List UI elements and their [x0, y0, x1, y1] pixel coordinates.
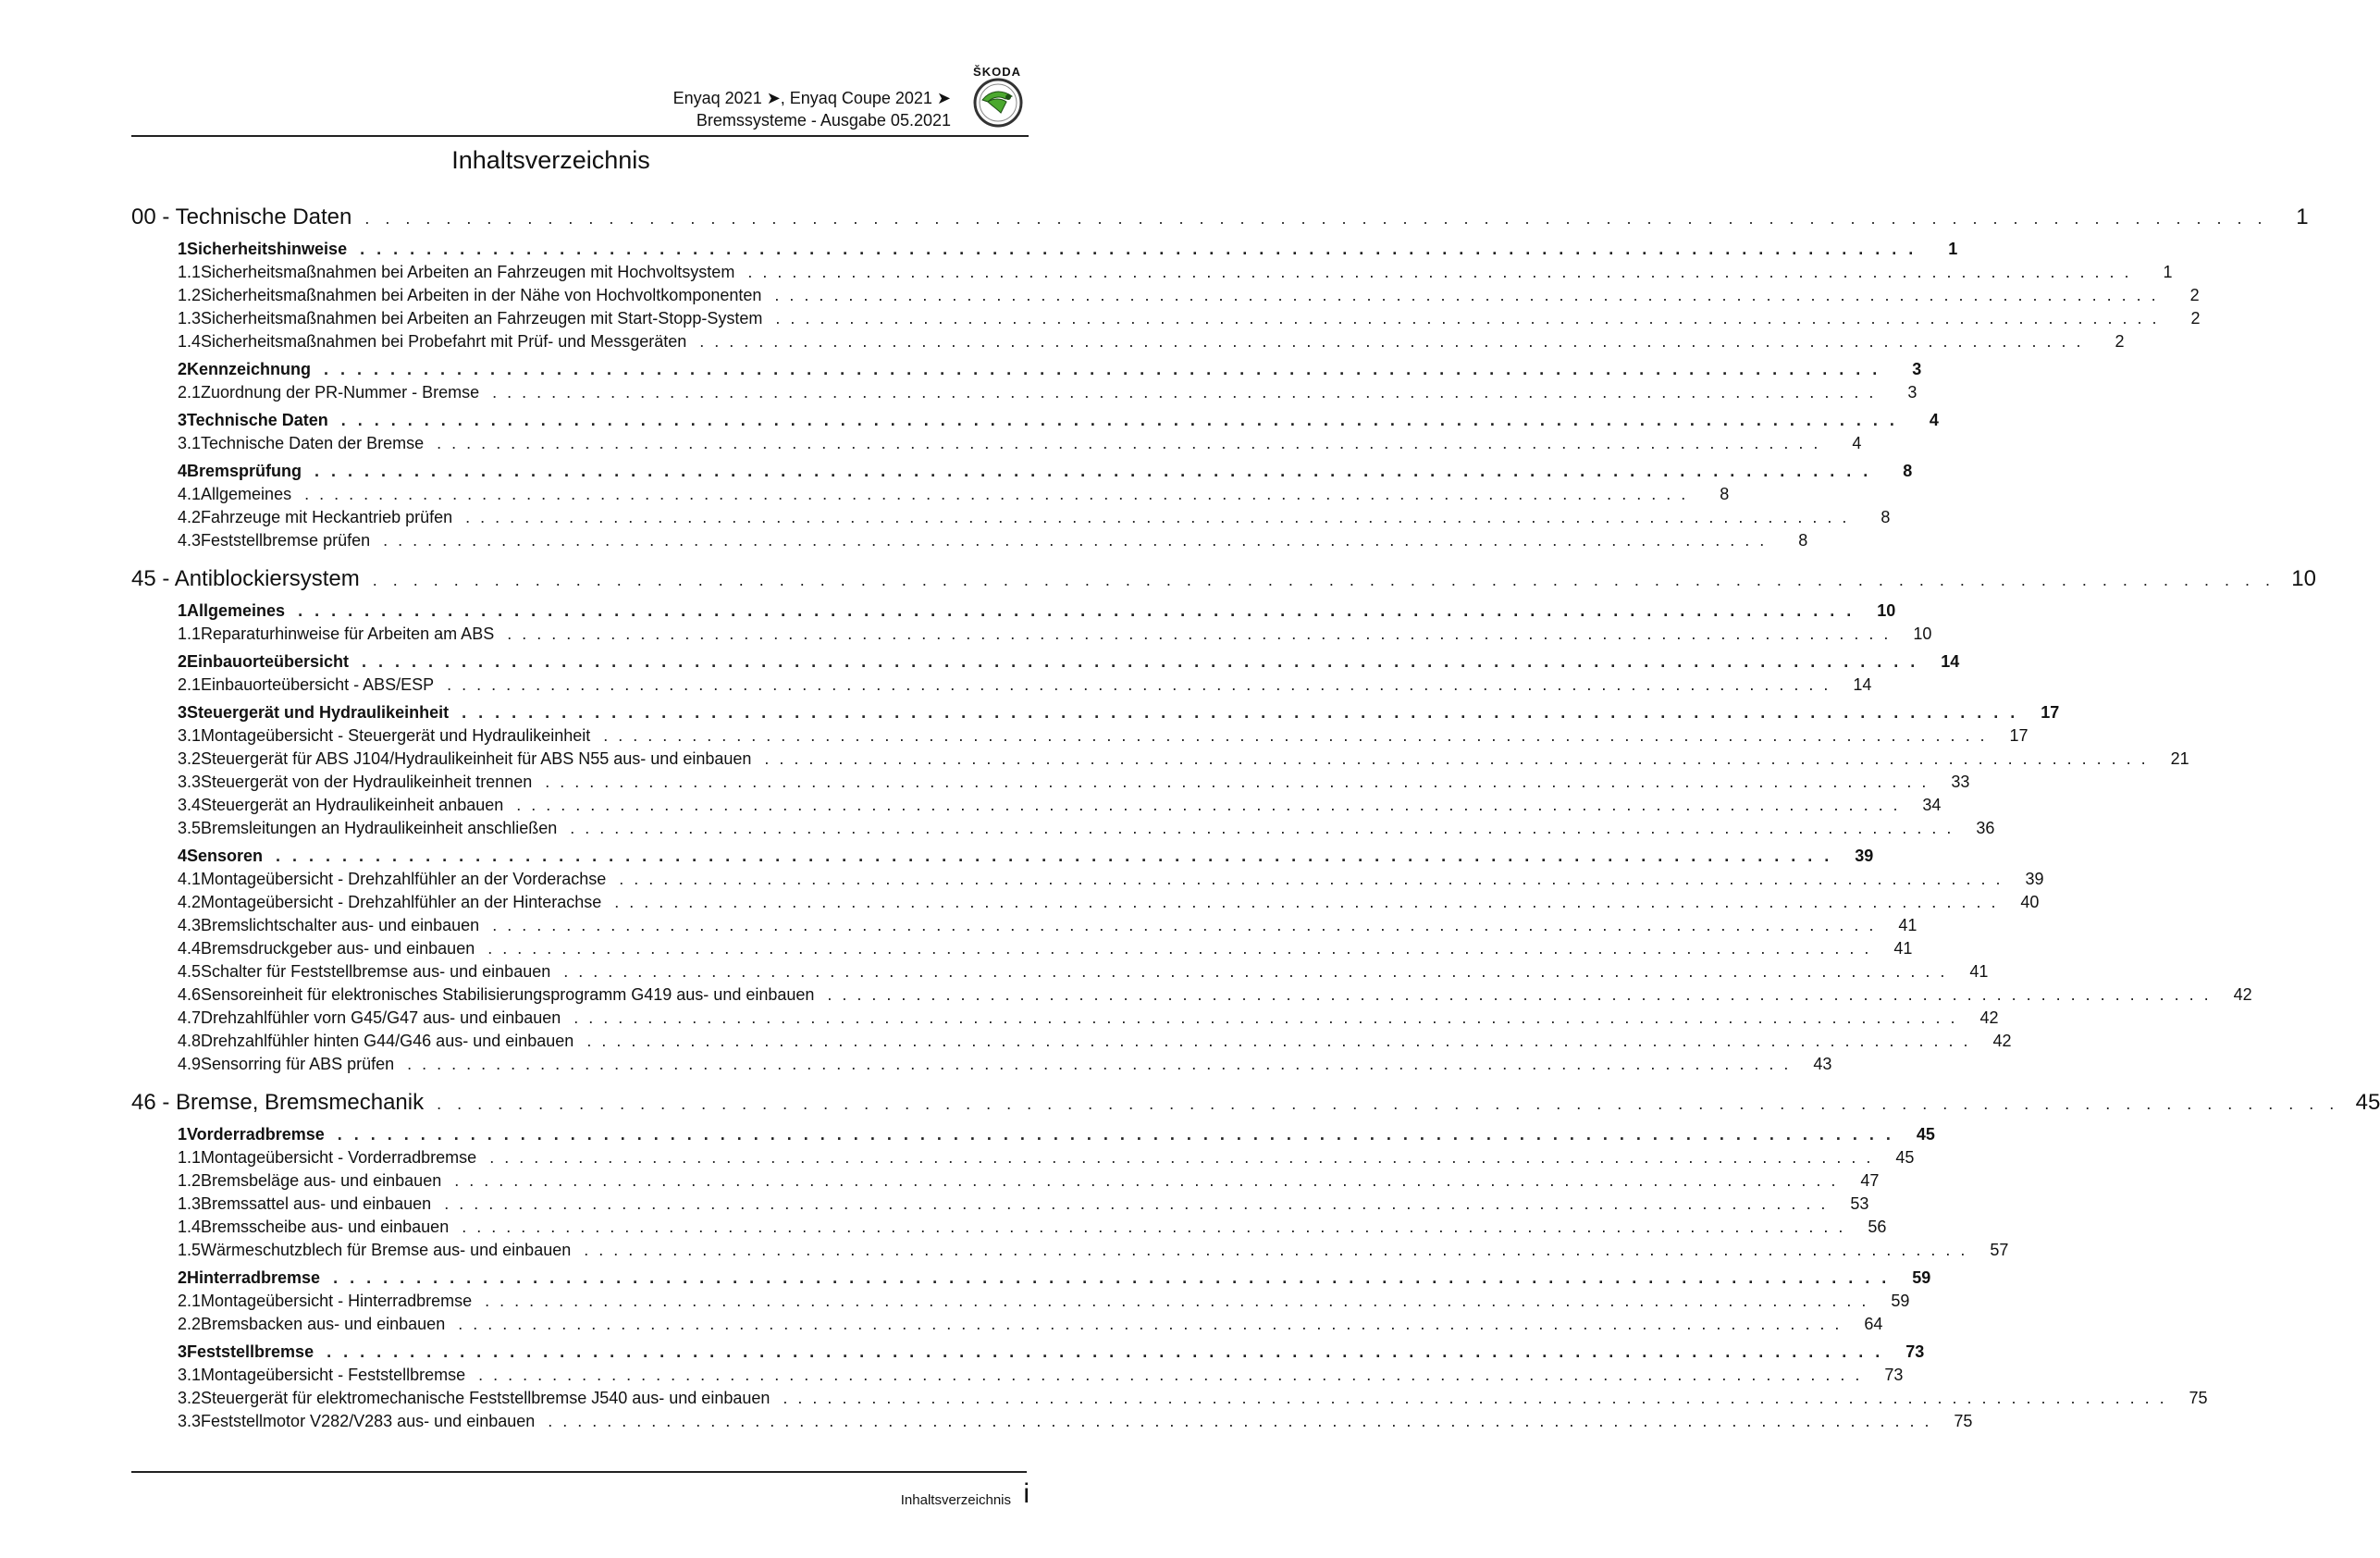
- toc-sub-row[interactable]: [131, 1146, 1915, 1169]
- toc-sub-row[interactable]: [131, 937, 1913, 960]
- toc-entry-page: 10: [2291, 566, 2316, 591]
- toc-entry-page: 3: [1912, 360, 1922, 378]
- toc-entry-number: 4.2: [178, 508, 202, 526]
- toc-sub-row[interactable]: [131, 529, 1808, 552]
- toc-entry-page: 8: [1903, 462, 1913, 480]
- toc-leader-dots: . . . . . . . . . . . . . . . . . . . . . . . . . . . . . . . . . . . . . . . . . . . . . . . . . . . . . . . . . . . . . . . . . . . . . . . . . . . . . . . . . . . . . . . . . . . . . .: [545, 773, 1930, 791]
- toc-entry-title: Montageübersicht - Drehzahlfühler an der Hinterachse: [201, 893, 602, 911]
- toc-entry-title: Sensoren: [187, 847, 264, 865]
- toc-entry-title: Steuergerät an Hydraulikeinheit anbauen: [201, 796, 504, 814]
- toc-entry-number: 2: [178, 360, 188, 378]
- toc-entry-page: 4: [1852, 434, 1862, 452]
- toc-entry-title: Allgemeines: [201, 485, 292, 503]
- toc-entry-number: 1.4: [178, 1218, 202, 1236]
- toc-entry-title: Bremssattel aus- und einbauen: [201, 1194, 432, 1213]
- skoda-winged-arrow-icon: [973, 78, 1023, 128]
- toc-entry-number: 1: [178, 240, 188, 258]
- toc-entry-number: 1.3: [178, 309, 202, 328]
- toc-chapter-row[interactable]: [131, 1087, 2380, 1119]
- toc-leader-dots: . . . . . . . . . . . . . . . . . . . . . . . . . . . . . . . . . . . . . . . . . . . . . . . . . . . . . . . . . . . . . . . . . . . . . . . . . . . . . . . . . . . . . . . . . . . . . .: [586, 1032, 1971, 1050]
- toc-entry-number: 2.1: [178, 383, 202, 402]
- toc-entry-page: 3: [1907, 383, 1918, 402]
- toc-leader-dots: . . . . . . . . . . . . . . . . . . . . . . . . . . . . . . . . . . . . . . . . . . . . . . . . . . . . . . . . . . . . . . . . . . . . . . . . . . . . . . . . . . . . . . . . . . . . . .: [747, 263, 2132, 281]
- toc-entry-title: Reparaturhinweise für Arbeiten am ABS: [201, 624, 495, 643]
- toc-entry-page: 42: [1979, 1008, 1999, 1027]
- toc-entry-page: 53: [1850, 1194, 1869, 1213]
- toc-entry-number: 3.2: [178, 749, 202, 768]
- toc-leader-dots: . . . . . . . . . . . . . . . . . . . . . . . . . . . . . . . . . . . . . . . . . . . . . . . . . . . . . . . . . . . . . . . . . . . . . . . . . . . . . . . . . . . . . . . . . . . . . .: [489, 1148, 1874, 1167]
- toc-entry-number: 4.1: [178, 870, 202, 888]
- toc-leader-dots: . . . . . . . . . . . . . . . . . . . . . . . . . . . . . . . . . . . . . . . . . . . . . . . . . . . . . . . . . . . . . . . . . . . . . . . . . . . . . . . . . . . . . . . . . . . . . .: [462, 1218, 1846, 1236]
- toc-entry-title: Kennzeichnung: [187, 360, 312, 378]
- toc-sub-row[interactable]: [131, 1007, 1999, 1030]
- toc-sub-row[interactable]: [131, 261, 2173, 284]
- toc-leader-dots: . . . . . . . . . . . . . . . . . . . . . . . . . . . . . . . . . . . . . . . . . . . . . . . . . . . . . . . . . . . . . . . . . . . . . . . . . . . . . . . . . . . . . . . . . . . . . .: [437, 1094, 2340, 1113]
- toc-sub-row[interactable]: [131, 1030, 2012, 1053]
- toc-entry-number: 3: [178, 703, 188, 722]
- toc-sub-row[interactable]: [131, 914, 1918, 937]
- toc-entry-number: 4: [178, 462, 188, 480]
- toc-leader-dots: . . . . . . . . . . . . . . . . . . . . . . . . . . . . . . . . . . . . . . . . . . . . . . . . . . . . . . . . . . . . . . . . . . . . . . . . . . . . . . . . . . . . . . . . . . . . . .: [444, 1194, 1829, 1213]
- toc-section-row[interactable]: [131, 845, 1874, 868]
- toc-leader-dots: . . . . . . . . . . . . . . . . . . . . . . . . . . . . . . . . . . . . . . . . . . . . . . . . . . . . . . . . . . . . . . . . . . . . . . . . . . . . . . . . . . . . . . . . . . . . . .: [487, 939, 1872, 958]
- toc-entry-number: 1: [178, 601, 188, 620]
- toc-section-row[interactable]: [131, 358, 1922, 381]
- toc-entry-title: Hinterradbremse: [187, 1268, 321, 1287]
- toc-sub-row[interactable]: [131, 1387, 2208, 1410]
- toc-entry-title: Bremsbacken aus- und einbauen: [201, 1315, 446, 1333]
- toc-section-row[interactable]: [131, 600, 1896, 623]
- toc-entry-title: Bremsscheibe aus- und einbauen: [201, 1218, 450, 1236]
- toc-sub-row[interactable]: [131, 771, 1970, 794]
- toc-entry-number: 4.6: [178, 985, 202, 1004]
- toc-entry-title: Sicherheitshinweise: [187, 240, 348, 258]
- toc-entry-title: Montageübersicht - Steuergerät und Hydraulikeinheit: [201, 726, 591, 745]
- toc-section-row[interactable]: [131, 1123, 1935, 1146]
- header-model-line: Enyaq 2021 ➤, Enyaq Coupe 2021 ➤: [672, 89, 951, 107]
- toc-entry-title: Bremsdruckgeber aus- und einbauen: [201, 939, 475, 958]
- toc-leader-dots: . . . . . . . . . . . . . . . . . . . . . . . . . . . . . . . . . . . . . . . . . . . . . . . . . . . . . . . . . . . . . . . . . . . . . . . . . . . . . . . . . . . . . . . . . . . . . .: [364, 209, 2268, 228]
- toc-leader-dots: . . . . . . . . . . . . . . . . . . . . . . . . . . . . . . . . . . . . . . . . . . . . . . . . . . . . . . . . . . . . . . . . . . . . . . . . . . . . . . . . . . . . . . . . . . . . . .: [304, 485, 1689, 503]
- toc-leader-dots: . . . . . . . . . . . . . . . . . . . . . . . . . . . . . . . . . . . . . . . . . . . . . . . . . . . . . . . . . . . . . . . . . . . . . . . . . . . . . . . . . . . . . . . . . . . . . .: [573, 1008, 1958, 1027]
- toc-leader-dots: . . . . . . . . . . . . . . . . . . . . . . . . . . . . . . . . . . . . . . . . . . . . . . . . . . . . . . . . . . . . . . . . . . . . . . . . . . . . . . . . . . . . . . . . . . . . . .: [447, 675, 1831, 694]
- toc-entry-number: 4.1: [178, 485, 202, 503]
- toc-leader-dots: . . . . . . . . . . . . . . . . . . . . . . . . . . . . . . . . . . . . . . . . . . . . . . . . . . . . . . . . . . . . . . . . . . . . . . . . . . . . . . . . . . . . . . . . . . . . . .: [492, 383, 1877, 402]
- toc-leader-dots: . . . . . . . . . . . . . . . . . . . . . . . . . . . . . . . . . . . . . . . . . . . . . . . . . . . . . . . . . . . . . . . . . . . . . . . . . . . . . . . . . . . . . . . . . . . . . .: [603, 726, 1988, 745]
- toc-leader-dots: . . . . . . . . . . . . . . . . . . . . . . . . . . . . . . . . . . . . . . . . . . . . . . . . . . . . . . . . . . . . . . . . . . . . . . . . . . . . . . . . . . . . . . . . . . . . . .: [362, 652, 1919, 671]
- toc-sub-row[interactable]: [131, 868, 2044, 891]
- toc-sub-row[interactable]: [131, 1053, 1832, 1076]
- toc-entry-title: 46 - Bremse, Bremsmechanik: [131, 1090, 425, 1115]
- toc-sub-row[interactable]: [131, 623, 1932, 646]
- toc-entry-title: Bremslichtschalter aus- und einbauen: [201, 916, 480, 934]
- toc-entry-page: 41: [1969, 962, 1989, 981]
- toc-leader-dots: . . . . . . . . . . . . . . . . . . . . . . . . . . . . . . . . . . . . . . . . . . . . . . . . . . . . . . . . . . . . . . . . . . . . . . . . . . . . . . . . . . . . . . . . . . . . . .: [548, 1412, 1932, 1430]
- toc-entry-title: Bremsprüfung: [187, 462, 302, 480]
- toc-entry-page: 10: [1913, 624, 1932, 643]
- toc-entry-title: Montageübersicht - Hinterradbremse: [201, 1292, 473, 1310]
- toc-entry-number: 3: [178, 411, 188, 429]
- toc-entry-page: 1: [2296, 204, 2309, 229]
- toc-sub-row[interactable]: [131, 1290, 1910, 1313]
- header-edition-line: Bremssysteme - Ausgabe 05.2021: [696, 111, 951, 130]
- toc-entry-title: Steuergerät und Hydraulikeinheit: [187, 703, 450, 722]
- toc-entry-page: 17: [2041, 703, 2060, 722]
- toc-entry-page: 36: [1976, 819, 1995, 837]
- toc-leader-dots: . . . . . . . . . . . . . . . . . . . . . . . . . . . . . . . . . . . . . . . . . . . . . . . . . . . . . . . . . . . . . . . . . . . . . . . . . . . . . . . . . . . . . . . . . . . . . .: [619, 870, 2004, 888]
- toc-entry-title: Einbauorteübersicht - ABS/ESP: [201, 675, 435, 694]
- toc-entry-page: 40: [2020, 893, 2040, 911]
- toc-leader-dots: . . . . . . . . . . . . . . . . . . . . . . . . . . . . . . . . . . . . . . . . . . . . . . . . . . . . . . . . . . . . . . . . . . . . . . . . . . . . . . . . . . . . . . . . . . . . . .: [340, 411, 1898, 429]
- toc-entry-page: 2: [2189, 286, 2200, 304]
- toc-entry-number: 1.2: [178, 1171, 202, 1190]
- toc-entry-page: 75: [1954, 1412, 1973, 1430]
- toc-entry-page: 8: [1881, 508, 1891, 526]
- toc-entry-title: Feststellbremse prüfen: [201, 531, 371, 550]
- footer-label: Inhaltsverzeichnis: [900, 1492, 1011, 1508]
- toc-leader-dots: . . . . . . . . . . . . . . . . . . . . . . . . . . . . . . . . . . . . . . . . . . . . . . . . . . . . . . . . . . . . . . . . . . . . . . . . . . . . . . . . . . . . . . . . . . . . . .: [516, 796, 1901, 814]
- toc-entry-title: Steuergerät für ABS J104/Hydraulikeinheit für ABS N55 aus- und einbauen: [201, 749, 752, 768]
- toc-sub-row[interactable]: [131, 817, 1995, 840]
- toc-entry-page: 45: [1895, 1148, 1915, 1167]
- toc-sub-row[interactable]: [131, 983, 2252, 1007]
- toc-entry-number: 2.1: [178, 675, 202, 694]
- toc-entry-title: Drehzahlfühler vorn G45/G47 aus- und einbauen: [201, 1008, 561, 1027]
- toc-leader-dots: . . . . . . . . . . . . . . . . . . . . . . . . . . . . . . . . . . . . . . . . . . . . . . . . . . . . . . . . . . . . . . . . . . . . . . . . . . . . . . . . . . . . . . . . . . . . . .: [614, 893, 1999, 911]
- toc-entry-number: 3.3: [178, 1412, 202, 1430]
- toc-entry-number: 3.1: [178, 434, 202, 452]
- toc-entry-title: Steuergerät von der Hydraulikeinheit trennen: [201, 773, 533, 791]
- toc-sub-row[interactable]: [131, 506, 1891, 529]
- toc-entry-page: 1: [2163, 263, 2173, 281]
- toc-leader-dots: . . . . . . . . . . . . . . . . . . . . . . . . . . . . . . . . . . . . . . . . . . . . . . . . . . . . . . . . . . . . . . . . . . . . . . . . . . . . . . . . . . . . . . . . . . . . . .: [478, 1366, 1863, 1384]
- toc-entry-title: Allgemeines: [187, 601, 286, 620]
- toc-leader-dots: . . . . . . . . . . . . . . . . . . . . . . . . . . . . . . . . . . . . . . . . . . . . . . . . . . . . . . . . . . . . . . . . . . . . . . . . . . . . . . . . . . . . . . . . . . . . . .: [360, 240, 1918, 258]
- toc-entry-title: Montageübersicht - Feststellbremse: [201, 1366, 466, 1384]
- toc-leader-dots: . . . . . . . . . . . . . . . . . . . . . . . . . . . . . . . . . . . . . . . . . . . . . . . . . . . . . . . . . . . . . . . . . . . . . . . . . . . . . . . . . . . . . . . . . . . . . .: [465, 508, 1850, 526]
- toc-entry-number: 3: [178, 1342, 188, 1361]
- toc-sub-row[interactable]: [131, 748, 2189, 771]
- toc-entry-page: 1: [1948, 240, 1958, 258]
- toc-leader-dots: . . . . . . . . . . . . . . . . . . . . . . . . . . . . . . . . . . . . . . . . . . . . . . . . . . . . . . . . . . . . . . . . . . . . . . . . . . . . . . . . . . . . . . . . . . . . . .: [407, 1055, 1792, 1073]
- toc-entry-page: 8: [1720, 485, 1730, 503]
- toc-entry-page: 64: [1864, 1315, 1883, 1333]
- toc-entry-title: Feststellbremse: [187, 1342, 314, 1361]
- toc-leader-dots: . . . . . . . . . . . . . . . . . . . . . . . . . . . . . . . . . . . . . . . . . . . . . . . . . . . . . . . . . . . . . . . . . . . . . . . . . . . . . . . . . . . . . . . . . . . . . .: [783, 1389, 2167, 1407]
- toc-entry-page: 59: [1912, 1268, 1931, 1287]
- toc-sub-row[interactable]: [131, 1169, 1880, 1193]
- toc-entry-page: 45: [1916, 1125, 1935, 1144]
- toc-sub-row[interactable]: [131, 724, 2029, 748]
- toc-leader-dots: . . . . . . . . . . . . . . . . . . . . . . . . . . . . . . . . . . . . . . . . . . . . . . . . . . . . . . . . . . . . . . . . . . . . . . . . . . . . . . . . . . . . . . . . . . . . . .: [775, 309, 2160, 328]
- toc-entry-page: 10: [1877, 601, 1896, 620]
- toc-sub-row[interactable]: [131, 1410, 1973, 1433]
- toc-entry-number: 4.5: [178, 962, 202, 981]
- toc-leader-dots: . . . . . . . . . . . . . . . . . . . . . . . . . . . . . . . . . . . . . . . . . . . . . . . . . . . . . . . . . . . . . . . . . . . . . . . . . . . . . . . . . . . . . . . . . . . . . .: [699, 332, 2084, 351]
- toc-leader-dots: . . . . . . . . . . . . . . . . . . . . . . . . . . . . . . . . . . . . . . . . . . . . . . . . . . . . . . . . . . . . . . . . . . . . . . . . . . . . . . . . . . . . . . . . . . . . . .: [563, 962, 1948, 981]
- toc-leader-dots: . . . . . . . . . . . . . . . . . . . . . . . . . . . . . . . . . . . . . . . . . . . . . . . . . . . . . . . . . . . . . . . . . . . . . . . . . . . . . . . . . . . . . . . . . . . . . .: [333, 1268, 1891, 1287]
- toc-entry-number: 1.2: [178, 286, 202, 304]
- toc-sub-row[interactable]: [131, 284, 2200, 307]
- toc-section-row[interactable]: [131, 650, 1960, 674]
- toc-entry-page: 47: [1860, 1171, 1880, 1190]
- toc-sub-row[interactable]: [131, 1364, 1904, 1387]
- brand-name: ŠKODA: [973, 65, 1021, 79]
- toc-entry-number: 3.1: [178, 1366, 202, 1384]
- toc-entry-title: 00 - Technische Daten: [131, 204, 352, 229]
- toc-entry-page: 43: [1813, 1055, 1832, 1073]
- toc-leader-dots: . . . . . . . . . . . . . . . . . . . . . . . . . . . . . . . . . . . . . . . . . . . . . . . . . . . . . . . . . . . . . . . . . . . . . . . . . . . . . . . . . . . . . . . . . . . . . .: [774, 286, 2159, 304]
- toc-leader-dots: . . . . . . . . . . . . . . . . . . . . . . . . . . . . . . . . . . . . . . . . . . . . . . . . . . . . . . . . . . . . . . . . . . . . . . . . . . . . . . . . . . . . . . . . . . . . . .: [764, 749, 2149, 768]
- toc-entry-title: 45 - Antiblockiersystem: [131, 566, 360, 591]
- toc-entry-page: 4: [1929, 411, 1939, 429]
- toc-entry-number: 1.1: [178, 263, 202, 281]
- toc-entry-number: 4.8: [178, 1032, 202, 1050]
- toc-leader-dots: . . . . . . . . . . . . . . . . . . . . . . . . . . . . . . . . . . . . . . . . . . . . . . . . . . . . . . . . . . . . . . . . . . . . . . . . . . . . . . . . . . . . . . . . . . . . . .: [298, 601, 1856, 620]
- toc-entry-number: 4.2: [178, 893, 202, 911]
- toc-entry-title: Einbauorteübersicht: [187, 652, 350, 671]
- page-title: Inhaltsverzeichnis: [451, 146, 650, 174]
- toc-leader-dots: . . . . . . . . . . . . . . . . . . . . . . . . . . . . . . . . . . . . . . . . . . . . . . . . . . . . . . . . . . . . . . . . . . . . . . . . . . . . . . . . . . . . . . . . . . . . . .: [337, 1125, 1894, 1144]
- toc-entry-number: 4.9: [178, 1055, 202, 1073]
- toc-entry-number: 1.3: [178, 1194, 202, 1213]
- toc-entry-title: Technische Daten: [187, 411, 328, 429]
- toc-entry-title: Schalter für Feststellbremse aus- und einbauen: [201, 962, 551, 981]
- toc-entry-page: 39: [2025, 870, 2044, 888]
- toc-entry-title: Sensoreinheit für elektronisches Stabilisierungsprogramm G419 aus- und einbauen: [201, 985, 815, 1004]
- toc-entry-page: 59: [1891, 1292, 1910, 1310]
- toc-sub-row[interactable]: [131, 674, 1872, 697]
- toc-entry-title: Wärmeschutzblech für Bremse aus- und einbauen: [201, 1241, 572, 1259]
- toc-sub-row[interactable]: [131, 483, 1730, 506]
- toc-entry-page: 14: [1941, 652, 1960, 671]
- toc-entry-title: Feststellmotor V282/V283 aus- und einbauen: [201, 1412, 536, 1430]
- toc-entry-number: 2.1: [178, 1292, 202, 1310]
- toc-entry-number: 2: [178, 1268, 188, 1287]
- toc-entry-number: 1.5: [178, 1241, 202, 1259]
- toc-section-row[interactable]: [131, 409, 1939, 432]
- footer-divider: [131, 1471, 1027, 1473]
- toc-sub-row[interactable]: [131, 1216, 1887, 1239]
- toc-sub-row[interactable]: [131, 307, 2201, 330]
- toc-entry-title: Drehzahlfühler hinten G44/G46 aus- und einbauen: [201, 1032, 574, 1050]
- toc-entry-page: 33: [1951, 773, 1970, 791]
- toc-chapter-row[interactable]: [131, 202, 2309, 233]
- toc-entry-page: 75: [2189, 1389, 2208, 1407]
- toc-entry-number: 4.3: [178, 531, 202, 550]
- page-header: [131, 56, 1029, 137]
- toc-entry-number: 3.4: [178, 796, 202, 814]
- toc-chapter-row[interactable]: [131, 563, 2316, 595]
- toc-entry-number: 3.1: [178, 726, 202, 745]
- toc-leader-dots: . . . . . . . . . . . . . . . . . . . . . . . . . . . . . . . . . . . . . . . . . . . . . . . . . . . . . . . . . . . . . . . . . . . . . . . . . . . . . . . . . . . . . . . . . . . . . .: [458, 1315, 1843, 1333]
- toc-leader-dots: . . . . . . . . . . . . . . . . . . . . . . . . . . . . . . . . . . . . . . . . . . . . . . . . . . . . . . . . . . . . . . . . . . . . . . . . . . . . . . . . . . . . . . . . . . . . . .: [383, 531, 1768, 550]
- toc-entry-title: Sicherheitsmaßnahmen bei Arbeiten an Fahrzeugen mit Hochvoltsystem: [201, 263, 735, 281]
- toc-sub-row[interactable]: [131, 960, 1989, 983]
- footer-page-number: i: [1023, 1478, 1030, 1509]
- toc-entry-page: 17: [2009, 726, 2029, 745]
- toc-entry-title: Steuergerät für elektromechanische Feststellbremse J540 aus- und einbauen: [201, 1389, 771, 1407]
- toc-entry-number: 3.2: [178, 1389, 202, 1407]
- toc-section-row[interactable]: [131, 701, 2060, 724]
- toc-entry-number: 2: [178, 652, 188, 671]
- toc-entry-number: 1.4: [178, 332, 202, 351]
- toc-leader-dots: . . . . . . . . . . . . . . . . . . . . . . . . . . . . . . . . . . . . . . . . . . . . . . . . . . . . . . . . . . . . . . . . . . . . . . . . . . . . . . . . . . . . . . . . . . . . . .: [324, 360, 1881, 378]
- toc-leader-dots: . . . . . . . . . . . . . . . . . . . . . . . . . . . . . . . . . . . . . . . . . . . . . . . . . . . . . . . . . . . . . . . . . . . . . . . . . . . . . . . . . . . . . . . . . . . . . .: [492, 916, 1877, 934]
- toc-entry-page: 56: [1868, 1218, 1887, 1236]
- toc-entry-number: 2.2: [178, 1315, 202, 1333]
- toc-entry-page: 73: [1905, 1342, 1925, 1361]
- toc-entry-number: 4.7: [178, 1008, 202, 1027]
- toc-entry-page: 57: [1990, 1241, 2009, 1259]
- toc-entry-number: 1: [178, 1125, 188, 1144]
- toc-entry-page: 45: [2355, 1090, 2380, 1115]
- toc-section-row[interactable]: [131, 1267, 1931, 1290]
- toc-entry-title: Sicherheitsmaßnahmen bei Probefahrt mit Prüf- und Messgeräten: [201, 332, 687, 351]
- toc-sub-row[interactable]: [131, 330, 2125, 353]
- toc-section-row[interactable]: [131, 1341, 1925, 1364]
- toc-entry-title: Bremsleitungen an Hydraulikeinheit anschließen: [201, 819, 558, 837]
- toc-entry-number: 1.1: [178, 624, 202, 643]
- toc-entry-title: Fahrzeuge mit Heckantrieb prüfen: [201, 508, 453, 526]
- toc-entry-number: 4.4: [178, 939, 202, 958]
- toc-entry-title: Montageübersicht - Drehzahlfühler an der Vorderachse: [201, 870, 607, 888]
- toc-entry-title: Sicherheitsmaßnahmen bei Arbeiten in der Nähe von Hochvoltkomponenten: [201, 286, 762, 304]
- toc-entry-page: 39: [1855, 847, 1874, 865]
- toc-section-row[interactable]: [131, 460, 1913, 483]
- toc-sub-row[interactable]: [131, 381, 1918, 404]
- toc-leader-dots: . . . . . . . . . . . . . . . . . . . . . . . . . . . . . . . . . . . . . . . . . . . . . . . . . . . . . . . . . . . . . . . . . . . . . . . . . . . . . . . . . . . . . . . . . . . . . .: [372, 571, 2275, 589]
- toc-entry-number: 4.3: [178, 916, 202, 934]
- toc-sub-row[interactable]: [131, 1193, 1869, 1216]
- toc-leader-dots: . . . . . . . . . . . . . . . . . . . . . . . . . . . . . . . . . . . . . . . . . . . . . . . . . . . . . . . . . . . . . . . . . . . . . . . . . . . . . . . . . . . . . . . . . . . . . .: [327, 1342, 1884, 1361]
- toc-leader-dots: . . . . . . . . . . . . . . . . . . . . . . . . . . . . . . . . . . . . . . . . . . . . . . . . . . . . . . . . . . . . . . . . . . . . . . . . . . . . . . . . . . . . . . . . . . . . . .: [507, 624, 1892, 643]
- toc-sub-row[interactable]: [131, 891, 2040, 914]
- header-divider: [131, 135, 1029, 137]
- toc-entry-title: Montageübersicht - Vorderradbremse: [201, 1148, 477, 1167]
- table-of-contents: [131, 202, 2380, 1433]
- toc-entry-number: 1.1: [178, 1148, 202, 1167]
- toc-sub-row[interactable]: [131, 1239, 2009, 1262]
- toc-entry-page: 34: [1922, 796, 1942, 814]
- toc-sub-row[interactable]: [131, 432, 1862, 455]
- toc-entry-page: 73: [1884, 1366, 1904, 1384]
- toc-entry-title: Zuordnung der PR-Nummer - Bremse: [201, 383, 480, 402]
- toc-entry-page: 42: [2233, 985, 2252, 1004]
- toc-entry-title: Sicherheitsmaßnahmen bei Arbeiten an Fahrzeugen mit Start-Stopp-System: [201, 309, 763, 328]
- toc-leader-dots: . . . . . . . . . . . . . . . . . . . . . . . . . . . . . . . . . . . . . . . . . . . . . . . . . . . . . . . . . . . . . . . . . . . . . . . . . . . . . . . . . . . . . . . . . . . . . .: [454, 1171, 1839, 1190]
- toc-section-row[interactable]: [131, 238, 1958, 261]
- toc-entry-page: 2: [2115, 332, 2125, 351]
- toc-sub-row[interactable]: [131, 1313, 1883, 1336]
- toc-entry-page: 42: [1992, 1032, 2012, 1050]
- toc-leader-dots: . . . . . . . . . . . . . . . . . . . . . . . . . . . . . . . . . . . . . . . . . . . . . . . . . . . . . . . . . . . . . . . . . . . . . . . . . . . . . . . . . . . . . . . . . . . . . .: [584, 1241, 1968, 1259]
- toc-entry-page: 41: [1898, 916, 1918, 934]
- toc-leader-dots: . . . . . . . . . . . . . . . . . . . . . . . . . . . . . . . . . . . . . . . . . . . . . . . . . . . . . . . . . . . . . . . . . . . . . . . . . . . . . . . . . . . . . . . . . . . . . .: [437, 434, 1821, 452]
- toc-entry-page: 8: [1798, 531, 1808, 550]
- toc-entry-page: 21: [2170, 749, 2189, 768]
- toc-leader-dots: . . . . . . . . . . . . . . . . . . . . . . . . . . . . . . . . . . . . . . . . . . . . . . . . . . . . . . . . . . . . . . . . . . . . . . . . . . . . . . . . . . . . . . . . . . . . . .: [485, 1292, 1869, 1310]
- toc-entry-title: Technische Daten der Bremse: [201, 434, 425, 452]
- toc-leader-dots: . . . . . . . . . . . . . . . . . . . . . . . . . . . . . . . . . . . . . . . . . . . . . . . . . . . . . . . . . . . . . . . . . . . . . . . . . . . . . . . . . . . . . . . . . . . . . .: [462, 703, 2019, 722]
- toc-leader-dots: . . . . . . . . . . . . . . . . . . . . . . . . . . . . . . . . . . . . . . . . . . . . . . . . . . . . . . . . . . . . . . . . . . . . . . . . . . . . . . . . . . . . . . . . . . . . . .: [827, 985, 2212, 1004]
- toc-entry-title: Bremsbeläge aus- und einbauen: [201, 1171, 442, 1190]
- toc-sub-row[interactable]: [131, 794, 1942, 817]
- toc-leader-dots: . . . . . . . . . . . . . . . . . . . . . . . . . . . . . . . . . . . . . . . . . . . . . . . . . . . . . . . . . . . . . . . . . . . . . . . . . . . . . . . . . . . . . . . . . . . . . .: [276, 847, 1833, 865]
- toc-entry-number: 3.3: [178, 773, 202, 791]
- toc-leader-dots: . . . . . . . . . . . . . . . . . . . . . . . . . . . . . . . . . . . . . . . . . . . . . . . . . . . . . . . . . . . . . . . . . . . . . . . . . . . . . . . . . . . . . . . . . . . . . .: [314, 462, 1872, 480]
- toc-entry-page: 2: [2190, 309, 2201, 328]
- toc-entry-title: Sensorring für ABS prüfen: [201, 1055, 395, 1073]
- toc-entry-title: Vorderradbremse: [187, 1125, 325, 1144]
- toc-entry-page: 41: [1893, 939, 1913, 958]
- toc-entry-number: 4: [178, 847, 188, 865]
- toc-entry-number: 3.5: [178, 819, 202, 837]
- toc-leader-dots: . . . . . . . . . . . . . . . . . . . . . . . . . . . . . . . . . . . . . . . . . . . . . . . . . . . . . . . . . . . . . . . . . . . . . . . . . . . . . . . . . . . . . . . . . . . . . .: [570, 819, 1955, 837]
- toc-entry-page: 14: [1853, 675, 1872, 694]
